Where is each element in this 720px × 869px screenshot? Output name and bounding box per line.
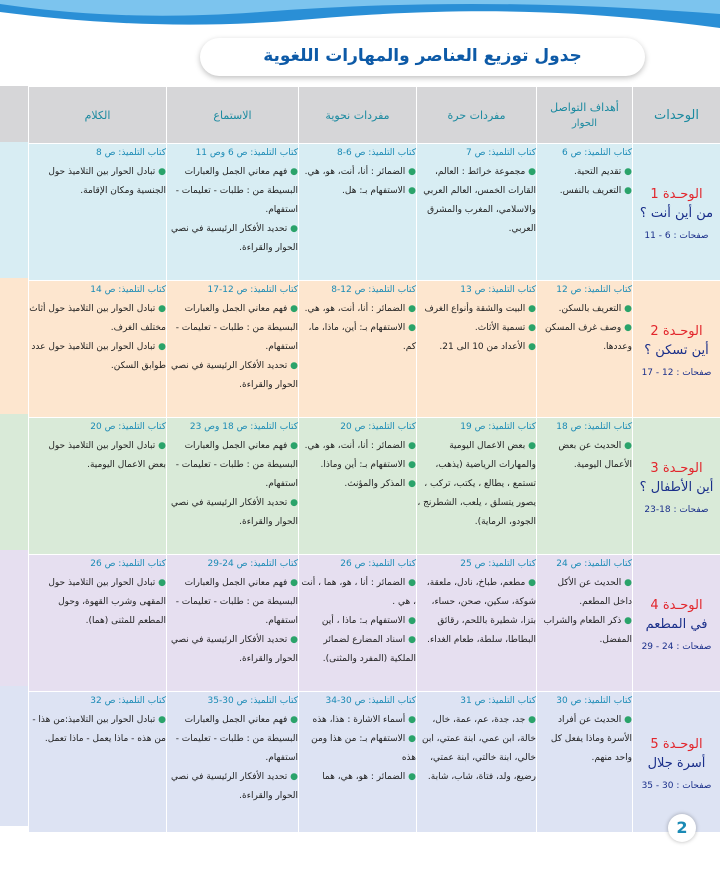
- list-item: [299, 475, 416, 494]
- list-item-text: فهم معاني الجمل والعبارات البسيطة من : طلبات - تعليمات - استفهام.: [175, 578, 298, 626]
- header-communication-sub: الحوار: [571, 118, 598, 129]
- list-item-text: الحديث عن الأكل داخل المطعم.: [557, 578, 632, 607]
- free-vocab-cell: [417, 555, 537, 692]
- unit-question: في المطعم: [645, 617, 708, 632]
- list-item: [29, 574, 166, 631]
- unit-label: الوحـدة 3: [650, 461, 703, 476]
- list-item: [167, 494, 298, 532]
- bullet-icon: ●: [287, 304, 298, 314]
- bullet-icon: ●: [287, 361, 298, 371]
- bullet-icon: ●: [621, 441, 632, 451]
- bullet-icon: ●: [405, 460, 416, 470]
- list-item-text: الضمائر : هو، هي، هما: [322, 772, 406, 782]
- communication-cell: [537, 418, 633, 555]
- list-item: [299, 163, 416, 182]
- bullet-icon: ●: [525, 167, 536, 177]
- list-item: [299, 182, 416, 201]
- list-item-text: الضمائر : أنا، أنت، هو، هي.: [304, 167, 406, 177]
- listening-cell: [167, 418, 299, 555]
- list-item-text: التعريف بالسكن.: [558, 304, 622, 314]
- book-reference: كتاب التلميذ: ص 30-35: [207, 696, 298, 706]
- book-reference: كتاب التلميذ: ص 31: [460, 696, 536, 706]
- speaking-cell: [29, 144, 167, 281]
- bullet-icon: ●: [287, 441, 298, 451]
- bullet-icon: ●: [525, 323, 536, 333]
- list-item-text: تبادل الحوار بين التلاميذ حول أثاث مختلف الغرف.: [29, 304, 166, 333]
- book-reference: كتاب التلميذ: ص 30: [556, 696, 632, 706]
- listening-cell: [167, 281, 299, 418]
- bullet-icon: ●: [405, 635, 416, 645]
- bullet-icon: ●: [155, 167, 166, 177]
- list-item: [29, 437, 166, 475]
- bullet-icon: ●: [525, 578, 536, 588]
- unit-question: أين تسكن ؟: [644, 343, 709, 358]
- book-reference: كتاب التلميذ: ص 6 وص 11: [195, 148, 298, 158]
- list-item-text: تبادل الحوار بين التلاميذ:من هذا - من هذه - ماذا يعمل - ماذا تعمل.: [32, 715, 166, 744]
- list-item-text: الضمائر : أنا ، هو، هما ، أنت ، هي .: [301, 578, 416, 607]
- list-item: [167, 300, 298, 357]
- list-item: [537, 711, 632, 768]
- list-item: [537, 182, 632, 201]
- table-row: [29, 692, 720, 833]
- list-item: [299, 574, 416, 612]
- list-item: [29, 163, 166, 201]
- free-vocab-cell: [417, 418, 537, 555]
- table-row: [29, 418, 720, 555]
- bullet-icon: ●: [525, 441, 536, 451]
- speaking-cell: [29, 418, 167, 555]
- book-reference: كتاب التلميذ: ص 12-8: [331, 285, 416, 295]
- list-item: [537, 300, 632, 319]
- bullet-icon: ●: [405, 479, 416, 489]
- list-item: [537, 319, 632, 357]
- book-reference: كتاب التلميذ: ص 30-34: [325, 696, 416, 706]
- list-item-text: الاستفهام بـ: ماذا ، أين: [321, 616, 406, 626]
- list-item: [537, 163, 632, 182]
- page-title: جدول توزيع العناصر والمهارات اللغوية: [200, 38, 645, 76]
- bullet-icon: ●: [405, 616, 416, 626]
- header-units: الوحدات: [633, 87, 720, 144]
- page-number: 2: [668, 814, 696, 842]
- book-reference: كتاب التلميذ: ص 26: [90, 559, 166, 569]
- list-item: [299, 711, 416, 730]
- list-item: [29, 338, 166, 376]
- book-reference: كتاب التلميذ: ص 25: [460, 559, 536, 569]
- unit-question: أين الأطفال ؟: [639, 480, 714, 495]
- bullet-icon: ●: [525, 304, 536, 314]
- unit-pages: صفحات : 6 - 11: [644, 231, 709, 241]
- unit-question: من أين أنت ؟: [639, 206, 714, 221]
- list-item: [29, 711, 166, 749]
- grammar-vocab-cell: [299, 144, 417, 281]
- list-item: [299, 300, 416, 319]
- list-item-text: تحديد الأفكار الرئيسية في نصي الحوار والقراءة.: [170, 772, 298, 801]
- bullet-icon: ●: [621, 304, 632, 314]
- list-item-text: مطعم، طباخ، نادل، ملعقة، شوكة، سكين، صحن، حساء، بتزا، شطيرة باللحم، رقائق البطاطا، سلطة، طعام الغداء.: [426, 578, 536, 645]
- bullet-icon: ●: [287, 772, 298, 782]
- bullet-icon: ●: [155, 715, 166, 725]
- grammar-vocab-cell: [299, 692, 417, 833]
- bullet-icon: ●: [405, 441, 416, 451]
- header-listening: الاستماع: [167, 87, 299, 144]
- book-reference: كتاب التلميذ: ص 12: [556, 285, 632, 295]
- table-row: [29, 555, 720, 692]
- book-reference: كتاب التلميذ: ص 18 وص 23: [189, 422, 298, 432]
- list-item-text: تبادل الحوار بين التلاميذ حول المقهى وشرب القهوة، وحول المطعم للمثنى (هما).: [48, 578, 166, 626]
- unit-pages: صفحات : 18-23: [644, 505, 709, 515]
- list-item-text: الحديث عن أفراد الأسرة وماذا يفعل كل واحد منهم.: [550, 715, 632, 763]
- list-item-text: الحديث عن بعض الأعمال اليومية.: [558, 441, 632, 470]
- list-item: [417, 574, 536, 650]
- bullet-icon: ●: [287, 578, 298, 588]
- free-vocab-cell: [417, 692, 537, 833]
- book-reference: كتاب التلميذ: ص 24: [556, 559, 632, 569]
- list-item-text: الاستفهام بـ: من هذا ومن هذه: [311, 734, 416, 763]
- list-item-text: فهم معاني الجمل والعبارات البسيطة من : طلبات - تعليمات - استفهام.: [175, 441, 298, 489]
- unit-cell: [633, 555, 720, 692]
- speaking-cell: [29, 555, 167, 692]
- bullet-icon: ●: [621, 578, 632, 588]
- bullet-icon: ●: [155, 342, 166, 352]
- grammar-vocab-cell: [299, 555, 417, 692]
- book-reference: كتاب التلميذ: ص 20: [90, 422, 166, 432]
- list-item-text: المذكر والمؤنث.: [344, 479, 406, 489]
- bullet-icon: ●: [405, 715, 416, 725]
- bullet-icon: ●: [621, 715, 632, 725]
- list-item-text: تحديد الأفكار الرئيسية في نصي الحوار والقراءة.: [170, 635, 298, 664]
- list-item-text: فهم معاني الجمل والعبارات البسيطة من : طلبات - تعليمات - استفهام.: [175, 304, 298, 352]
- bullet-icon: ●: [287, 635, 298, 645]
- unit-cell: [633, 418, 720, 555]
- bullet-icon: ●: [155, 304, 166, 314]
- list-item-text: تحديد الأفكار الرئيسية في نصي الحوار والقراءة.: [170, 498, 298, 527]
- book-reference: كتاب التلميذ: ص 6: [561, 148, 632, 158]
- list-item-text: فهم معاني الجمل والعبارات البسيطة من : طلبات - تعليمات - استفهام.: [175, 715, 298, 763]
- list-item-text: تقديم التحية.: [573, 167, 622, 177]
- list-item: [167, 163, 298, 220]
- book-reference: كتاب التلميذ: ص 8: [95, 148, 166, 158]
- list-item-text: اسناد المضارع لضمائر الملكية (المفرد والمثنى).: [322, 635, 416, 664]
- unit-cell: [633, 281, 720, 418]
- bullet-icon: ●: [287, 224, 298, 234]
- list-item-text: تبادل الحوار بين التلاميذ حول عدد طوابق السكن.: [31, 342, 166, 371]
- list-item: [167, 220, 298, 258]
- unit-pages: صفحات : 24 - 29: [641, 642, 712, 652]
- bullet-icon: ●: [155, 441, 166, 451]
- listening-cell: [167, 555, 299, 692]
- header-grammar-vocab: مفردات نحوية: [299, 87, 417, 144]
- book-reference: كتاب التلميذ: ص 12-17: [207, 285, 298, 295]
- speaking-cell: [29, 281, 167, 418]
- unit-cell: [633, 144, 720, 281]
- list-item: [537, 437, 632, 475]
- bullet-icon: ●: [405, 323, 416, 333]
- book-reference: كتاب التلميذ: ص 6-8: [336, 148, 416, 158]
- list-item-text: فهم معاني الجمل والعبارات البسيطة من : طلبات - تعليمات - استفهام.: [175, 167, 298, 215]
- unit-label: الوحـدة 4: [650, 598, 703, 613]
- list-item: [167, 357, 298, 395]
- unit-cell: [633, 692, 720, 833]
- list-item: [299, 768, 416, 787]
- list-item: [167, 768, 298, 806]
- list-item: [29, 300, 166, 338]
- list-item: [417, 437, 536, 532]
- book-reference: كتاب التلميذ: ص 18: [556, 422, 632, 432]
- list-item: [299, 319, 416, 357]
- book-reference: كتاب التلميذ: ص 13: [460, 285, 536, 295]
- list-item: [167, 574, 298, 631]
- bullet-icon: ●: [525, 342, 536, 352]
- book-reference: كتاب التلميذ: ص 7: [465, 148, 536, 158]
- bullet-icon: ●: [621, 323, 632, 333]
- list-item-text: الاستفهام بـ: أين، ماذا، ما، كم.: [308, 323, 416, 352]
- header-speaking: الكلام: [29, 87, 167, 144]
- list-item: [167, 437, 298, 494]
- list-item: [417, 163, 536, 239]
- communication-cell: [537, 692, 633, 833]
- unit-label: الوحـدة 5: [650, 737, 703, 752]
- communication-cell: [537, 281, 633, 418]
- list-item: [167, 711, 298, 768]
- list-item-text: تبادل الحوار بين التلاميذ حول الجنسية ومكان الإقامة.: [48, 167, 166, 196]
- unit-pages: صفحات : 12 - 17: [641, 368, 712, 378]
- list-item: [299, 456, 416, 475]
- bullet-icon: ●: [405, 186, 416, 196]
- list-item-text: مجموعة خرائط : العالم، القارات الخمس، العالم العربي والاسلامي، المغرب والمشرق العربي.: [423, 167, 536, 234]
- list-item: [299, 612, 416, 631]
- list-item-text: الضمائر : أنا، أنت، هو، هي.: [304, 441, 406, 451]
- unit-label: الوحـدة 2: [650, 324, 703, 339]
- list-item-text: أسماء الاشارة : هذا، هذه: [312, 715, 406, 725]
- table-row: [29, 281, 720, 418]
- book-reference: كتاب التلميذ: ص 24-29: [207, 559, 298, 569]
- free-vocab-cell: [417, 144, 537, 281]
- unit-pages: صفحات : 30 - 35: [641, 781, 712, 791]
- communication-cell: [537, 144, 633, 281]
- book-reference: كتاب التلميذ: ص 19: [460, 422, 536, 432]
- list-item: [299, 437, 416, 456]
- list-item-text: الأعداد من 10 الى 21.: [439, 342, 526, 352]
- list-item: [417, 338, 536, 357]
- table-row: [29, 144, 720, 281]
- list-item: [417, 300, 536, 319]
- list-item-text: الضمائر : أنا، أنت، هو، هي.: [304, 304, 406, 314]
- list-item-text: بعض الاعمال اليومية والمهارات الرياضية (يذهب، تستمع ، يطالع ، يكتب، تركب ، يصور يتسلق ، يلعب، الشطرنج ، الجودو، الرماية).: [417, 441, 536, 527]
- bullet-icon: ●: [155, 578, 166, 588]
- free-vocab-cell: [417, 281, 537, 418]
- list-item-text: تحديد الأفكار الرئيسية في نصي الحوار والقراءة.: [170, 224, 298, 253]
- left-color-band: [0, 86, 28, 866]
- list-item: [299, 730, 416, 768]
- distribution-table: [28, 86, 720, 833]
- book-reference: كتاب التلميذ: ص 32: [90, 696, 166, 706]
- unit-label: الوحـدة 1: [650, 187, 703, 202]
- bullet-icon: ●: [525, 715, 536, 725]
- header-communication-label: أهداف التواصل: [550, 101, 619, 114]
- list-item: [417, 319, 536, 338]
- list-item-text: ذكر الطعام والشراب المفضل.: [543, 616, 632, 645]
- grammar-vocab-cell: [299, 281, 417, 418]
- bullet-icon: ●: [405, 734, 416, 744]
- communication-cell: [537, 555, 633, 692]
- bullet-icon: ●: [287, 167, 298, 177]
- grammar-vocab-cell: [299, 418, 417, 555]
- list-item-text: وصف غرف المسكن وعددها.: [544, 323, 632, 352]
- list-item-text: تبادل الحوار بين التلاميذ حول بعض الاعمال اليومية.: [48, 441, 166, 470]
- book-reference: كتاب التلميذ: ص 26: [340, 559, 416, 569]
- header-communication: [537, 87, 633, 144]
- list-item-text: الاستفهام بـ: هل.: [342, 186, 406, 196]
- list-item-text: الاستفهام بـ: أين وماذا.: [320, 460, 406, 470]
- list-item-text: جد، جدة، عم، عمة، خال، خالة، ابن عمي، ابنة عمتي، ابن خالي، ابنة خالتي، ابنة عمتي، رضيع، ولد، فتاة، شاب، شابة.: [421, 715, 536, 782]
- list-item: [537, 612, 632, 650]
- book-reference: كتاب التلميذ: ص 20: [340, 422, 416, 432]
- bullet-icon: ●: [621, 616, 632, 626]
- bullet-icon: ●: [287, 498, 298, 508]
- bullet-icon: ●: [287, 715, 298, 725]
- list-item-text: البيت والشقة وأنواع الغرف: [424, 304, 526, 314]
- list-item-text: تسمية الأثاث.: [474, 323, 526, 333]
- bullet-icon: ●: [405, 578, 416, 588]
- bullet-icon: ●: [405, 304, 416, 314]
- list-item: [537, 574, 632, 612]
- unit-question: أسرة جلال: [647, 756, 706, 771]
- speaking-cell: [29, 692, 167, 833]
- bullet-icon: ●: [405, 167, 416, 177]
- header-free-vocab: مفردات حرة: [417, 87, 537, 144]
- list-item-text: التعريف بالنفس.: [559, 186, 622, 196]
- table-header-row: [29, 87, 720, 144]
- listening-cell: [167, 144, 299, 281]
- bullet-icon: ●: [405, 772, 416, 782]
- bullet-icon: ●: [621, 186, 632, 196]
- book-reference: كتاب التلميذ: ص 14: [90, 285, 166, 295]
- list-item: [417, 711, 536, 787]
- bullet-icon: ●: [621, 167, 632, 177]
- list-item: [299, 631, 416, 669]
- listening-cell: [167, 692, 299, 833]
- list-item: [167, 631, 298, 669]
- list-item-text: تحديد الأفكار الرئيسية في نصي الحوار والقراءة.: [170, 361, 298, 390]
